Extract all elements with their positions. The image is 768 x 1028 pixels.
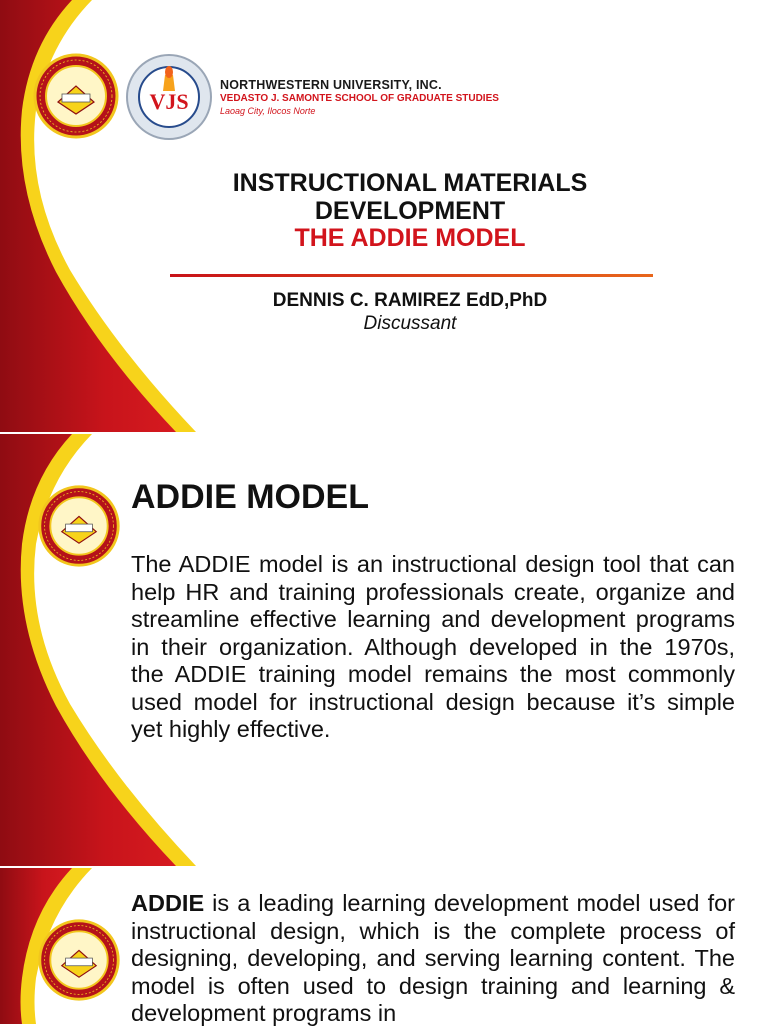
school-logo-icon <box>124 53 214 141</box>
title-slide <box>0 0 768 432</box>
presenter-role: Discussant <box>363 313 457 334</box>
university-name: NORTHWESTERN UNIVERSITY, INC. <box>220 78 442 92</box>
addie-description: The ADDIE model is an instructional design tool that can help HR and training professionals create, organize and streamline effective learning and development programs in their organization. Although developed in the 1970s, the ADDIE training model remains the most commonly used model for instructional design because it’s simple yet highly effective. <box>131 551 735 742</box>
slide-heading: ADDIE MODEL <box>131 478 369 516</box>
location-text: Laoag City, Ilocos Norte <box>220 106 316 116</box>
school-name: VEDASTO J. SAMONTE SCHOOL OF GRADUATE STUDIES <box>220 93 499 104</box>
addie-definition <box>131 890 735 1028</box>
logo-initials: VJS <box>149 89 189 114</box>
subtitle: THE ADDIE MODEL <box>294 224 526 252</box>
addie-definition-text: is a leading learning development model used for instructional design, which is the complete process of designing, developing, and serving learning content. The model is often used to design training and learning & development programs in <box>131 890 735 1026</box>
university-seal-icon <box>35 484 123 568</box>
presenter-name: DENNIS C. RAMIREZ EdD,PhD <box>272 290 548 311</box>
title-divider <box>170 274 653 277</box>
addie-lead-term: ADDIE <box>131 890 205 916</box>
university-seal-icon <box>35 918 123 1002</box>
title-line-1: INSTRUCTIONAL MATERIALS <box>232 169 588 197</box>
title-line-2: DEVELOPMENT <box>314 197 506 225</box>
university-seal-icon <box>30 53 122 139</box>
